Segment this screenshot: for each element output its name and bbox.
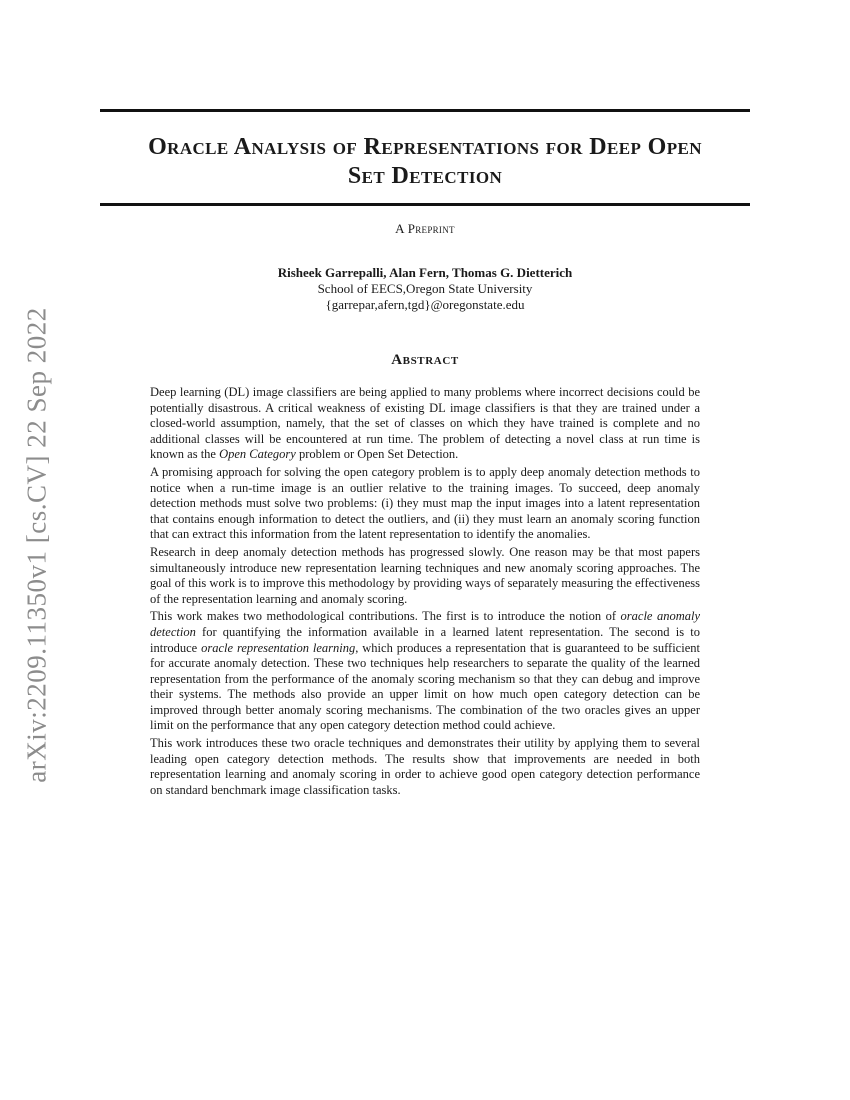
author-block <box>100 265 750 313</box>
title-rule-bottom <box>100 203 750 206</box>
abstract-paragraph-1: Deep learning (DL) image classifiers are being applied to many problems where incorrect decisions could be potentially disastrous. A critical weakness of existing DL image classifiers is that they are trained under a closed-world assumption, namely, that the set of classes on which they have trained is complete and no additional classes will be encountered at run time. The problem of detecting a novel class at run time is known as the Open Category problem or Open Set Detection. <box>150 385 700 462</box>
title-line-2: Set Detection <box>347 163 503 189</box>
abstract-paragraph-3: Research in deep anomaly detection methods has progressed slowly. One reason may be that most papers simultaneously introduce new representation learning techniques and new anomaly scoring approaches. The goal of this work is to improve this methodology by providing ways of separately measuring the effectiveness of the representation learning and anomaly scoring. <box>150 544 700 606</box>
abstract-paragraph-5: This work introduces these two oracle techniques and demonstrates their utility by applying them to several leading open category detection methods. The results show that improvements are needed in both representation learning and anomaly scoring in order to achieve good open category detection performance on standard benchmark image classification tasks. <box>150 736 700 797</box>
title-line-1: Oracle Analysis of Representations for Deep Open <box>148 134 702 160</box>
author-names: Risheek Garrepalli, Alan Fern, Thomas G. Dietterich <box>277 265 573 280</box>
abstract-heading: Abstract <box>391 352 459 368</box>
abstract-paragraph-4: This work makes two methodological contributions. The first is to introduce the notion of oracle anomaly detection for quantifying the information available in a learned latent representation. The second is to introduce oracle representation learning, which produces a representation that is guaranteed to be sufficient for accurate anomaly detection. These two techniques help researchers to separate the quality of the learned representation from the performance of the anomaly scoring mechanism so that they can debug and improve their systems. The methods also provide an upper limit on how much open category detection can be improved through better anomaly scoring mechanisms. The combination of the two oracles gives an upper limit on the performance that any open category detection method could achieve. <box>150 609 701 733</box>
author-email: {garrepar,afern,tgd}@oregonstate.edu <box>325 297 525 312</box>
title-rule-top <box>100 109 750 112</box>
arxiv-side-stamp: arXiv:2209.11350v1 [cs.CV] 22 Sep 2022 <box>21 307 52 783</box>
preprint-label: A Preprint <box>395 221 455 236</box>
paper-title <box>100 133 750 191</box>
abstract-paragraph-2: A promising approach for solving the open category problem is to apply deep anomaly detection methods to notice when a run-time image is an outlier relative to the training images. To succeed, deep anomaly detection methods must solve two problems: (i) they must map the input images into a latent representation that contains enough information to detect the outliers, and (ii) they must learn an anomaly scoring function that can extract this information from the latent representation to identify the anomalies. <box>150 464 700 542</box>
author-affiliation: School of EECS,Oregon State University <box>317 281 533 296</box>
abstract-body <box>150 385 700 800</box>
